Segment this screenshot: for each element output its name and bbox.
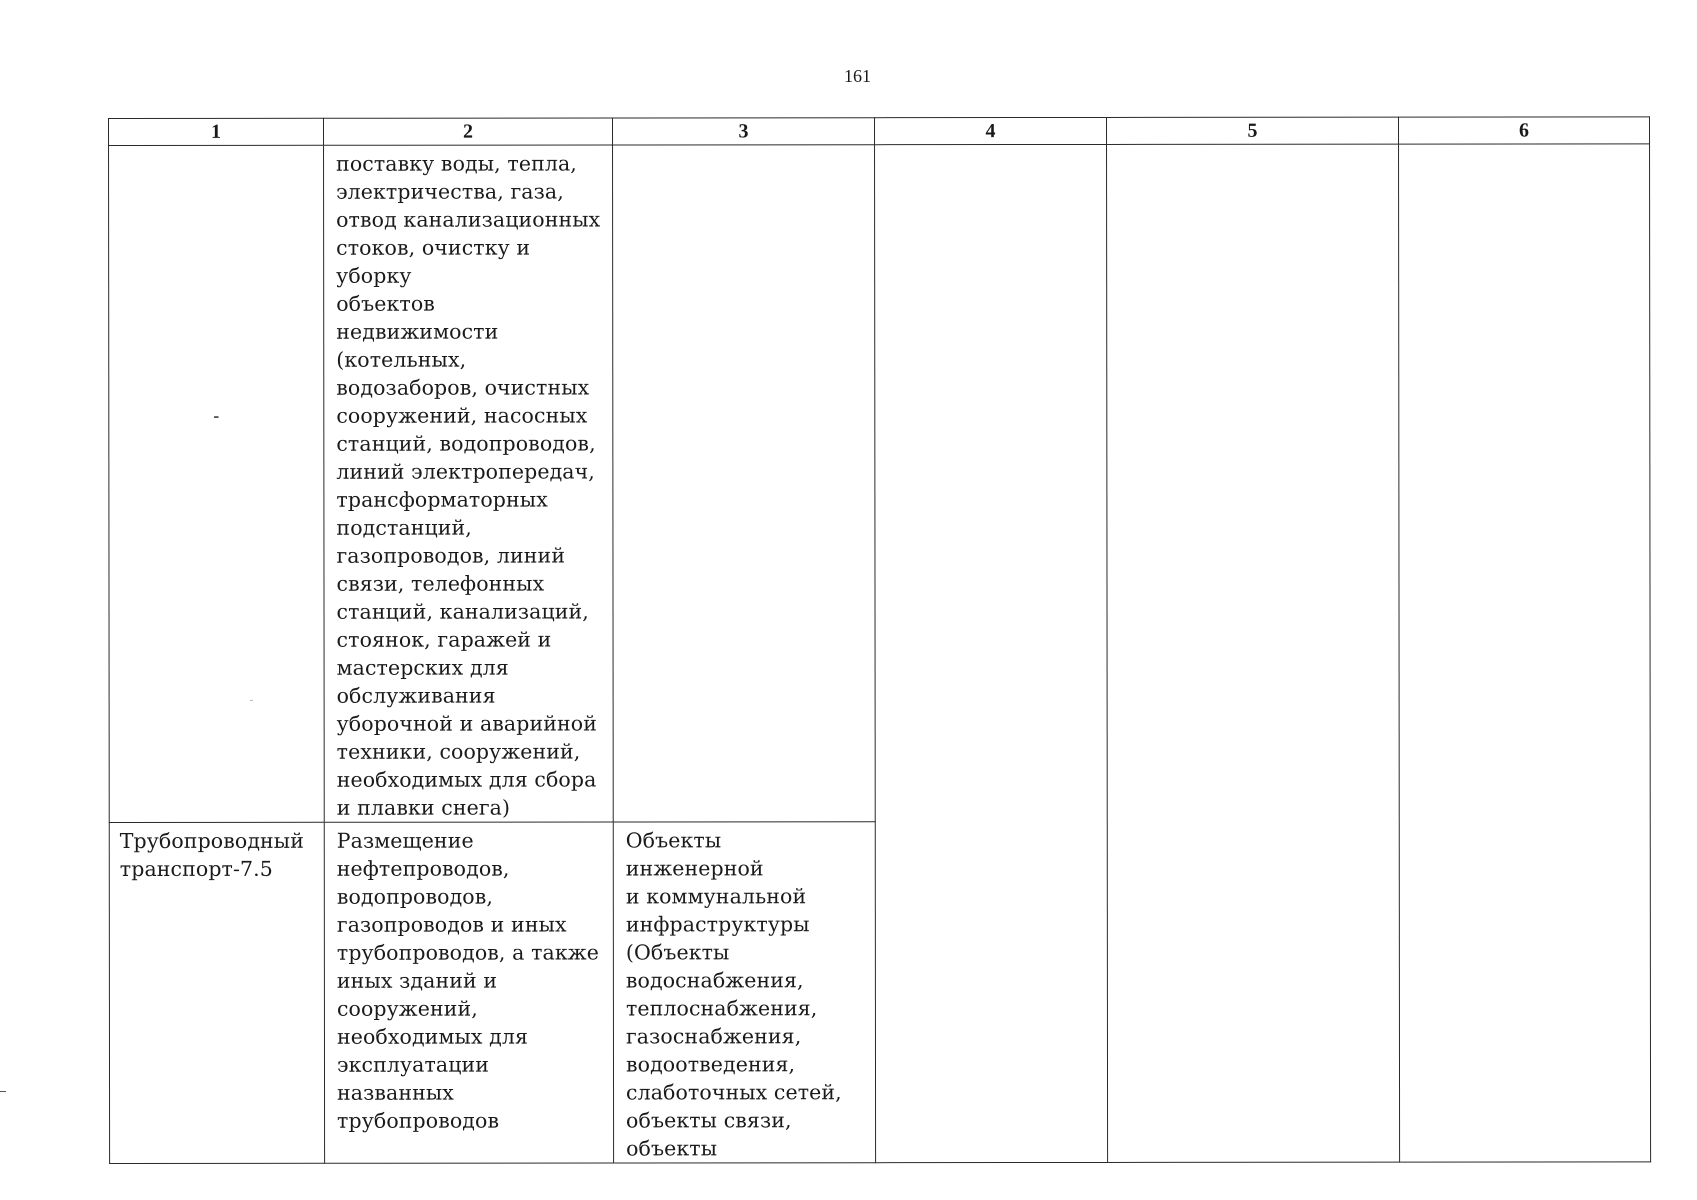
column-header-4: 4 (875, 117, 1107, 144)
column-header-5: 5 (1107, 117, 1399, 144)
col5-text (1107, 145, 1398, 149)
row1-col2-cell (324, 145, 614, 822)
col4-cell (875, 144, 1108, 1162)
table-row (109, 144, 1651, 823)
row1-col1-cell (109, 145, 325, 822)
row2-col3-cell (613, 822, 875, 1163)
row1-col2-text: поставку воды, тепла, электричества, газа, отвод канализационных стоков, очистку и уборку объектов недвижимости (котельных, водозаборов, очистных сооружений, насосных станций, водопроводов, линий электропередач, трансформаторных подстанций, газопроводов, линий связи, телефонных станций, канализаций, стоянок, гаражей и мастерских для обслуживания уборочной и аварийной техники, сооружений, необходимых для сбора и плавки снега) (336, 151, 601, 820)
column-header-3: 3 (613, 118, 875, 145)
column-header-1: 1 (109, 118, 324, 145)
row2-col1-cell (109, 822, 324, 1163)
row1-col1-text: - (213, 405, 220, 427)
column-header-6: 6 (1398, 117, 1649, 144)
row2-col1-text: Трубопроводный транспорт-7.5 (119, 828, 304, 881)
row2-col2-text: Размещение нефтепроводов, водопроводов, газопроводов и иных трубопроводов, а также иных зданий и сооружений, необходимых для эксплуатации названных трубопроводов (336, 828, 599, 1133)
row1-col3-text (613, 145, 874, 149)
row2-col2-cell (324, 822, 613, 1163)
row1-col3-cell (613, 145, 876, 822)
row2-col3-text: Объекты инженерной и коммунальной инфраструктуры (Объекты водоснабжения, теплоснабжения, газоснабжения, водоотведения, слаботочных сетей, объекты связи, объекты (625, 828, 842, 1161)
col5-cell (1107, 144, 1400, 1162)
table-header-row (109, 117, 1650, 146)
page-number: 161 (844, 66, 871, 86)
scan-speck (250, 700, 253, 701)
col4-text (875, 145, 1106, 149)
col6-text (1399, 144, 1649, 148)
margin-mark (0, 1091, 6, 1092)
col6-cell (1399, 144, 1651, 1162)
column-header-2: 2 (324, 118, 613, 145)
document-table (108, 116, 1651, 1164)
